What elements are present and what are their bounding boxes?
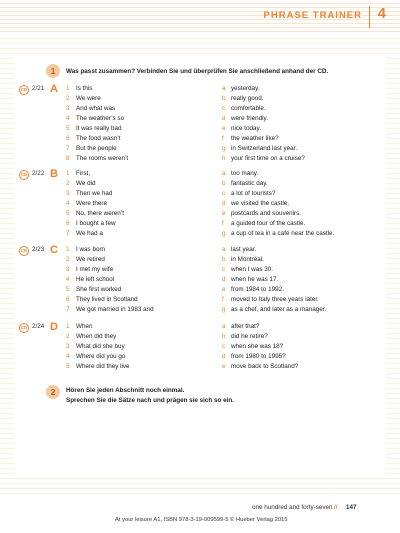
- sentence-start: First,: [76, 170, 90, 177]
- footer-isbn: At your leisure A1, ISBN 978-3-19-009599-5 © Hueber Verlag 2015: [115, 517, 288, 523]
- sentence-start: Were there: [76, 200, 108, 207]
- section-letter: B: [50, 168, 58, 180]
- item-letter: e: [222, 210, 226, 217]
- sentence-end: last year.: [231, 246, 257, 253]
- item-number: 1: [66, 85, 70, 92]
- sentence-end: too many.: [231, 170, 259, 177]
- sentence-end: in Switzerland last year.: [231, 145, 298, 152]
- sentence-start: No, there weren’t: [76, 210, 124, 217]
- item-number: 7: [66, 306, 70, 313]
- sentence-end: a cup of tea in a café near the castle.: [231, 230, 335, 237]
- sentence-start: Then we had: [76, 190, 113, 197]
- sentence-start: He left school: [76, 276, 115, 283]
- sentence-end: a lot of tourists?: [231, 190, 276, 197]
- footer-separator: //: [334, 504, 338, 511]
- sentence-end: when I was 30.: [231, 266, 274, 273]
- item-letter: a: [222, 246, 226, 253]
- item-letter: f: [222, 296, 224, 303]
- exercise-2-number: 2: [46, 385, 60, 399]
- item-number: 4: [66, 200, 70, 207]
- sentence-start: Where did they live: [76, 363, 130, 370]
- item-letter: f: [222, 135, 224, 142]
- exercise-2-line-1: Hören Sie jeden Abschnitt noch einmal.: [66, 387, 185, 394]
- sentence-start: We retired: [76, 256, 105, 263]
- item-number: 2: [66, 95, 70, 102]
- item-letter: c: [222, 105, 226, 112]
- sentence-start: Is this: [76, 85, 93, 92]
- sentence-start: When: [76, 323, 93, 330]
- cd-track: 2/22: [32, 170, 45, 177]
- item-letter: c: [222, 190, 226, 197]
- sentence-end: in Montréal.: [231, 256, 264, 263]
- item-letter: f: [222, 220, 224, 227]
- sentence-start: The rooms weren’t: [76, 155, 129, 162]
- sentence-end: from 1980 to 1995?: [231, 353, 286, 360]
- item-number: 1: [66, 323, 70, 330]
- item-number: 5: [66, 363, 70, 370]
- item-number: 5: [66, 286, 70, 293]
- sentence-end: really good.: [231, 95, 264, 102]
- sentence-end: from 1984 to 1992.: [231, 286, 284, 293]
- item-letter: c: [222, 343, 226, 350]
- page-number-words: one hundred and forty-seven: [252, 504, 333, 511]
- sentence-end: we visited the castle.: [231, 200, 290, 207]
- item-number: 8: [66, 155, 70, 162]
- sentence-end: nice today.: [231, 125, 261, 132]
- sentence-start: The food wasn’t: [76, 135, 121, 142]
- header-title: PHRASE TRAINER: [263, 10, 362, 21]
- sentence-start: I was born: [76, 246, 106, 253]
- item-letter: g: [222, 306, 226, 313]
- sentence-end: were friendly.: [231, 115, 268, 122]
- item-letter: b: [222, 95, 226, 102]
- header-divider: [369, 6, 370, 28]
- sentence-start: What did she buy: [76, 343, 125, 350]
- item-number: 5: [66, 210, 70, 217]
- sentence-end: move back to Scotland?: [231, 363, 299, 370]
- page-number: 147: [346, 504, 357, 511]
- sentence-start: We were: [76, 95, 101, 102]
- item-letter: e: [222, 125, 226, 132]
- exercise-2-line-2: Sprechen Sie die Sätze nach und prägen sie sich so ein.: [66, 397, 234, 404]
- sentence-start: The weather’s so: [76, 115, 125, 122]
- item-letter: e: [222, 363, 226, 370]
- sentence-end: fantastic day.: [231, 180, 268, 187]
- item-number: 6: [66, 135, 70, 142]
- section-letter: C: [50, 244, 58, 256]
- cd-track: 2/21: [32, 85, 45, 92]
- item-letter: g: [222, 230, 226, 237]
- sentence-end: moved to Italy three years later.: [231, 296, 319, 303]
- sentence-end: the weather like?: [231, 135, 279, 142]
- cd-icon[interactable]: CD: [19, 246, 29, 256]
- cd-icon[interactable]: CD: [19, 85, 29, 95]
- sentence-end: your first time on a cruise?: [231, 155, 305, 162]
- item-letter: a: [222, 170, 226, 177]
- item-number: 4: [66, 353, 70, 360]
- item-number: 3: [66, 190, 70, 197]
- item-number: 6: [66, 220, 70, 227]
- item-letter: a: [222, 85, 226, 92]
- sentence-start: Where did you go: [76, 353, 126, 360]
- item-number: 7: [66, 230, 70, 237]
- sentence-end: when she was 18?: [231, 343, 284, 350]
- item-number: 6: [66, 296, 70, 303]
- item-number: 2: [66, 333, 70, 340]
- item-letter: c: [222, 266, 226, 273]
- item-number: 3: [66, 105, 70, 112]
- sentence-start: When did they: [76, 333, 117, 340]
- sentence-start: And what was: [76, 105, 116, 112]
- exercise-1-instruction: Was passt zusammen? Verbinden Sie und überprüfen Sie anschließend anhand der CD.: [66, 68, 329, 75]
- sentence-end: as a chef, and later as a manager.: [231, 306, 327, 313]
- exercise-1-number: 1: [46, 64, 60, 78]
- item-letter: d: [222, 200, 226, 207]
- sentence-start: I met my wife: [76, 266, 114, 273]
- item-number: 2: [66, 256, 70, 263]
- item-number: 2: [66, 180, 70, 187]
- item-number: 4: [66, 276, 70, 283]
- item-letter: d: [222, 276, 226, 283]
- sentence-end: comfortable.: [231, 105, 266, 112]
- cd-track: 2/23: [32, 246, 45, 253]
- sentence-start: She first worked: [76, 286, 122, 293]
- item-number: 3: [66, 343, 70, 350]
- sentence-start: We got married in 1983 and: [76, 306, 154, 313]
- item-letter: d: [222, 115, 226, 122]
- sentence-end: postcards and souvenirs.: [231, 210, 302, 217]
- item-letter: b: [222, 180, 226, 187]
- sentence-start: We had a: [76, 230, 103, 237]
- sentence-start: I bought a few: [76, 220, 116, 227]
- item-letter: a: [222, 323, 226, 330]
- section-letter: A: [50, 83, 58, 95]
- cd-icon[interactable]: CD: [19, 323, 29, 333]
- item-number: 4: [66, 115, 70, 122]
- sentence-end: a guided tour of the castle.: [231, 220, 306, 227]
- sentence-end: yesterday.: [231, 85, 260, 92]
- sentence-end: when he was 17.: [231, 276, 279, 283]
- sentence-end: did he retire?: [231, 333, 268, 340]
- item-letter: b: [222, 256, 226, 263]
- cd-icon[interactable]: CD: [19, 170, 29, 180]
- sentence-start: But the people: [76, 145, 117, 152]
- item-number: 3: [66, 266, 70, 273]
- item-number: 7: [66, 145, 70, 152]
- item-letter: g: [222, 145, 226, 152]
- sentence-start: We did: [76, 180, 96, 187]
- item-letter: d: [222, 353, 226, 360]
- item-letter: e: [222, 286, 226, 293]
- sentence-start: They lived in Scotland: [76, 296, 138, 303]
- cd-track: 2/24: [32, 323, 45, 330]
- item-number: 1: [66, 170, 70, 177]
- sentence-end: after that?: [231, 323, 260, 330]
- item-letter: h: [222, 155, 226, 162]
- chapter-number: 4: [377, 5, 386, 22]
- item-number: 1: [66, 246, 70, 253]
- section-letter: D: [50, 321, 58, 333]
- item-number: 5: [66, 125, 70, 132]
- item-letter: b: [222, 333, 226, 340]
- sentence-start: It was really bad: [76, 125, 122, 132]
